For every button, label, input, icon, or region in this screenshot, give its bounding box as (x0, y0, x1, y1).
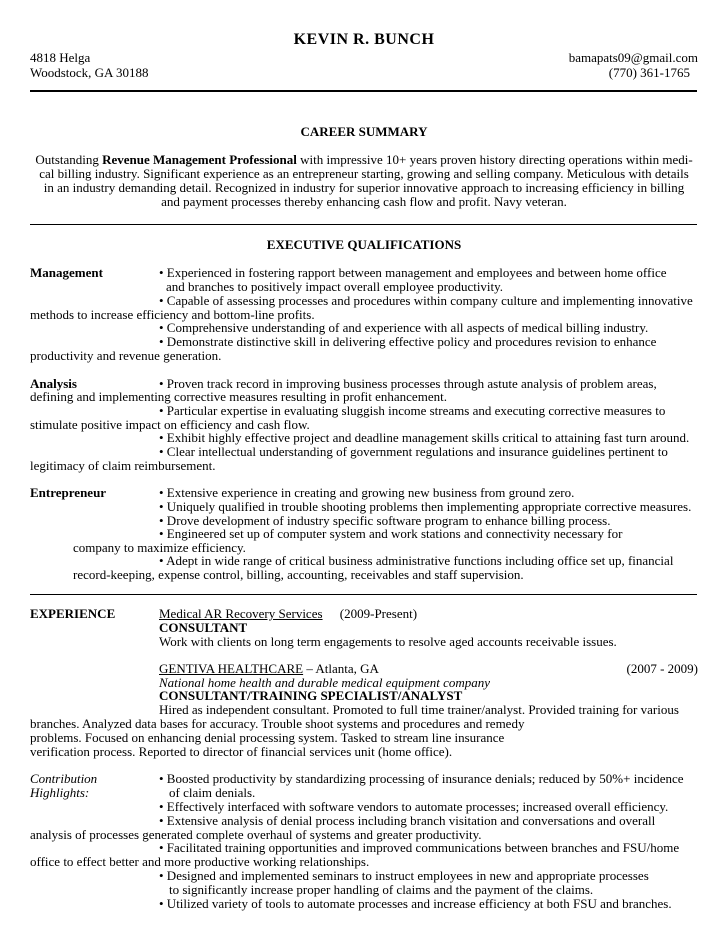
management-line: • Comprehensive understanding of and experience with all aspects of medical billing industry. (159, 320, 649, 335)
job1-company: Medical AR Recovery Services (159, 606, 323, 621)
job1-header (159, 607, 417, 621)
analysis-line: • Clear intellectual understanding of government regulations and insurance guidelines pertinent to (159, 444, 668, 459)
analysis-line: • Proven track record in improving business processes through astute analysis of problem areas, (159, 376, 657, 391)
email[interactable]: bamapats09@gmail.com (568, 50, 698, 65)
summary-line1-rest: with impressive 10+ years proven history directing operations within medi- (296, 152, 693, 167)
qualifications-divider (30, 594, 697, 595)
job1-description: Work with clients on long term engagements to resolve aged accounts receivable issues. (159, 634, 617, 649)
contribution-line: • Facilitated training opportunities and improved communications between branches and FSU/home (159, 840, 680, 855)
analysis-line: stimulate positive impact on efficiency and cash flow. (30, 417, 310, 432)
management-line: methods to increase efficiency and bottom-line profits. (30, 307, 315, 322)
contribution-label: Contribution (30, 771, 98, 786)
summary-heading: CAREER SUMMARY (300, 124, 428, 139)
summary-divider (30, 224, 697, 225)
job1-title: CONSULTANT (159, 620, 248, 635)
summary-line4: and payment processes thereby enhancing cash flow and profit. Navy veteran. (161, 194, 567, 209)
analysis-line: • Exhibit highly effective project and deadline management skills critical to attaining fast turn around. (159, 430, 690, 445)
job2-dates: (2007 - 2009) (626, 661, 698, 676)
entrepreneur-line: record-keeping, expense control, billing, accounting, receivables and staff supervision. (73, 567, 524, 582)
summary-line3: in an industry demanding detail. Recognized in industry for superior innovative approach to increasing efficiency in billing (43, 180, 685, 195)
job2-description-line: verification process. Reported to director of financial services unit (home office). (30, 744, 453, 759)
management-line: • Capable of assessing processes and procedures within company culture and implementing innovative (159, 293, 693, 308)
job2-description-line: problems. Focused on enhancing denial processing system. Tasked to stream line insurance (30, 730, 505, 745)
management-label: Management (30, 265, 103, 280)
entrepreneur-line: company to maximize efficiency. (73, 540, 246, 555)
qualifications-heading: EXECUTIVE QUALIFICATIONS (266, 237, 462, 252)
analysis-line: defining and implementing corrective measures resulting in profit enhancement. (30, 389, 447, 404)
highlights-label: Highlights: (30, 785, 90, 800)
entrepreneur-label: Entrepreneur (30, 485, 107, 500)
contribution-line: office to effect better and more productive working relationships. (30, 854, 370, 869)
entrepreneur-line: • Extensive experience in creating and growing new business from ground zero. (159, 485, 575, 500)
contribution-line: analysis of processes generated complete overhaul of systems and greater productivity. (30, 827, 482, 842)
address-line1: 4818 Helga (30, 50, 91, 65)
management-line: • Experienced in fostering rapport between management and employees and between home office (159, 265, 667, 280)
job2-header (159, 662, 379, 676)
management-line: and branches to positively impact overall employee productivity. (166, 279, 504, 294)
management-line: • Demonstrate distinctive skill in delivering effective policy and procedures revision to enhance (159, 334, 657, 349)
contribution-line: • Utilized variety of tools to automate processes and increase efficiency at both FSU and branches. (159, 896, 672, 911)
management-line: productivity and revenue generation. (30, 348, 222, 363)
entrepreneur-line: • Engineered set up of computer system and work stations and connectivity necessary for (159, 526, 623, 541)
job1-dates: (2009-Present) (339, 606, 418, 621)
contribution-line: • Effectively interfaced with software vendors to automate processes; increased overall efficiency. (159, 799, 669, 814)
summary-line1 (0, 153, 728, 167)
entrepreneur-line: • Drove development of industry specific software program to enhance billing process. (159, 513, 611, 528)
entrepreneur-line: • Adept in wide range of critical business administrative functions including office set up, financial (159, 553, 674, 568)
address-line2: Woodstock, GA 30188 (30, 65, 149, 80)
job2-subtitle: National home health and durable medical equipment company (159, 675, 491, 690)
header-divider (30, 90, 697, 92)
resume-name: KEVIN R. BUNCH (293, 31, 435, 48)
contribution-line: • Boosted productivity by standardizing processing of insurance denials; reduced by 50%+ incidence (159, 771, 684, 786)
job2-location: – Atlanta, GA (303, 661, 379, 676)
job2-description-line: Hired as independent consultant. Promoted to full time trainer/analyst. Provided training for various (159, 702, 679, 717)
job2-description-line: branches. Analyzed data bases for accuracy. Trouble shoot systems and procedures and remedy (30, 716, 525, 731)
contribution-line: • Designed and implemented seminars to instruct employees in new and appropriate processes (159, 868, 649, 883)
summary-line2: cal billing industry. Significant experience as an entrepreneur starting, growing and selling company. Meticulous with details (39, 166, 689, 181)
analysis-label: Analysis (30, 376, 77, 391)
contribution-line: of claim denials. (169, 785, 256, 800)
experience-heading: EXPERIENCE (30, 606, 116, 621)
contribution-line: to significantly increase proper handling of claims and the payment of the claims. (169, 882, 594, 897)
summary-lead: Outstanding (35, 152, 103, 167)
entrepreneur-line: • Uniquely qualified in trouble shooting problems then implementing appropriate corrective measures. (159, 499, 692, 514)
contribution-line: • Extensive analysis of denial process including branch visitation and conversations and overall (159, 813, 656, 828)
analysis-line: • Particular expertise in evaluating sluggish income streams and executing corrective measures to (159, 403, 666, 418)
job2-company: GENTIVA HEALTHCARE (159, 661, 304, 676)
summary-bold-title: Revenue Management Professional (102, 152, 297, 167)
analysis-line: legitimacy of claim reimbursement. (30, 458, 216, 473)
phone: (770) 361-1765 (608, 65, 690, 80)
job2-title: CONSULTANT/TRAINING SPECIALIST/ANALYST (159, 688, 463, 703)
